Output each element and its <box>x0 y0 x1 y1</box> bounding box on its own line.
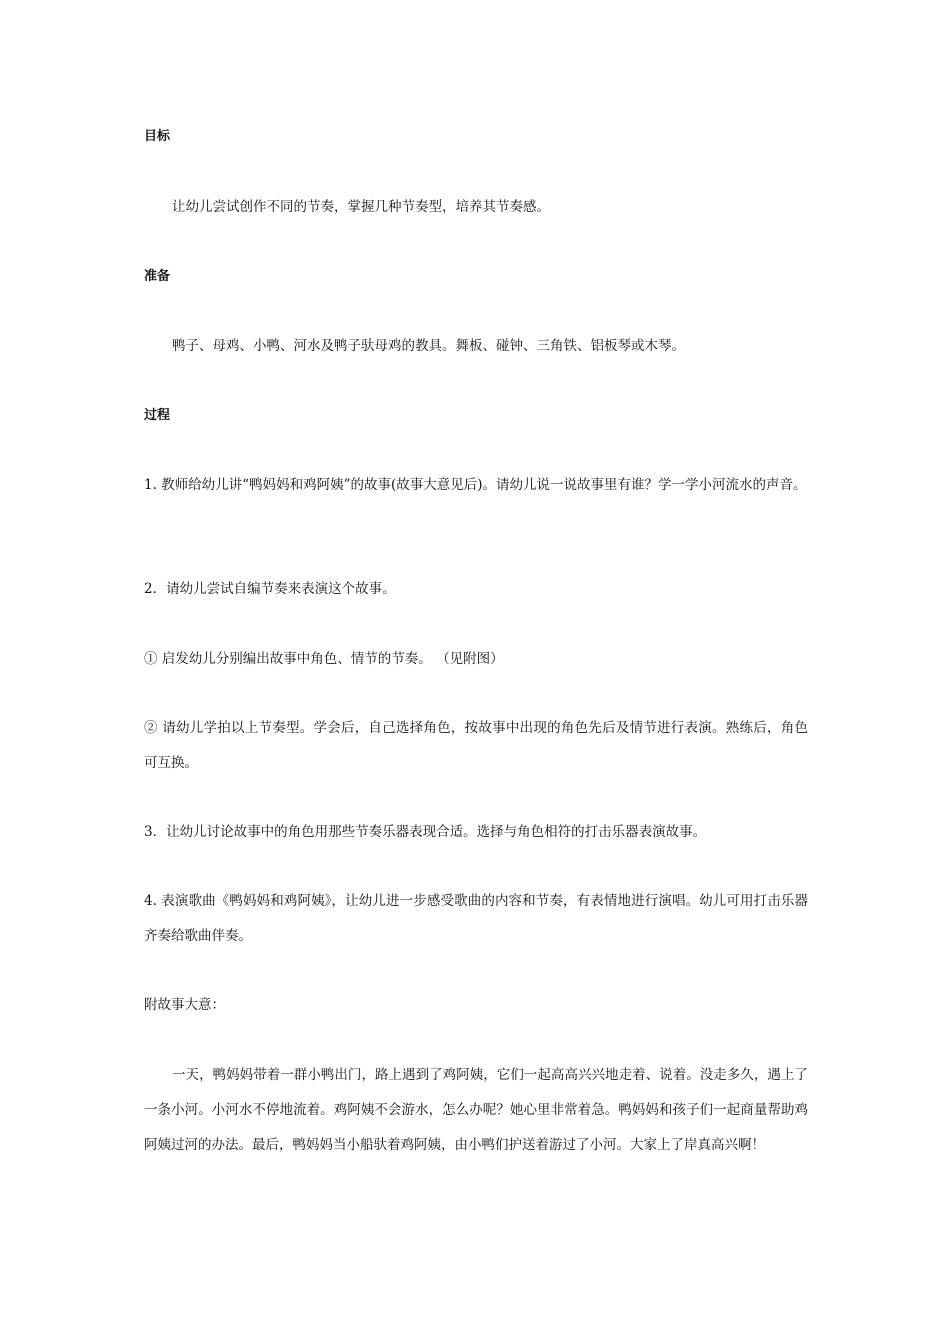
process-step-4: 4. 表演歌曲《鸭妈妈和鸡阿姨》，让幼儿进一步感受歌曲的内容和节奏，有表情地进行演唱。幼儿可用打击乐器齐奏给歌曲伴奏。 <box>144 893 808 944</box>
goal-heading: 目标 <box>144 129 171 144</box>
process-step-2b: ② 请幼儿学拍以上节奏型。学会后，自己选择角色，按故事中出现的角色先后及情节进行表演。熟练后，角色可互换。 <box>144 720 808 771</box>
process-step-1: 1. 教师给幼儿讲“鸭妈妈和鸡阿姨”的故事(故事大意见后)。请幼儿说一说故事里有谁？学一学小河流水的声音。 <box>144 477 807 493</box>
process-step-3: 3．让幼儿讨论故事中的角色用那些节奏乐器表现合适。选择与角色相符的打击乐器表演故事。 <box>144 824 707 840</box>
prep-text: 鸭子、母鸡、小鸭、河水及鸭子驮母鸡的教具。舞板、碰钟、三角铁、铝板琴或木琴。 <box>172 338 685 354</box>
process-step-2: 2．请幼儿尝试自编节奏来表演这个故事。 <box>144 581 396 597</box>
process-heading: 过程 <box>144 408 171 423</box>
prep-heading: 准备 <box>144 269 171 284</box>
goal-text: 让幼儿尝试创作不同的节奏，掌握几种节奏型，培养其节奏感。 <box>172 199 550 215</box>
appendix-heading: 附故事大意： <box>144 997 225 1013</box>
appendix-story: 一天，鸭妈妈带着一群小鸭出门，路上遇到了鸡阿姨，它们一起高高兴兴地走着、说着。没走多久，遇上了一条小河。小河水不停地流着。鸡阿姨不会游水，怎么办呢？她心里非常着急。鸭妈妈和孩子们一起商量帮助鸡阿姨过河的办法。最后，鸭妈妈当小船驮着鸡阿姨，由小鸭们护送着游过了小河。大家上了岸真高兴啊！ <box>144 1067 808 1153</box>
process-step-2a: ① 启发幼儿分别编出故事中角色、情节的节奏。 （见附图） <box>144 651 504 667</box>
